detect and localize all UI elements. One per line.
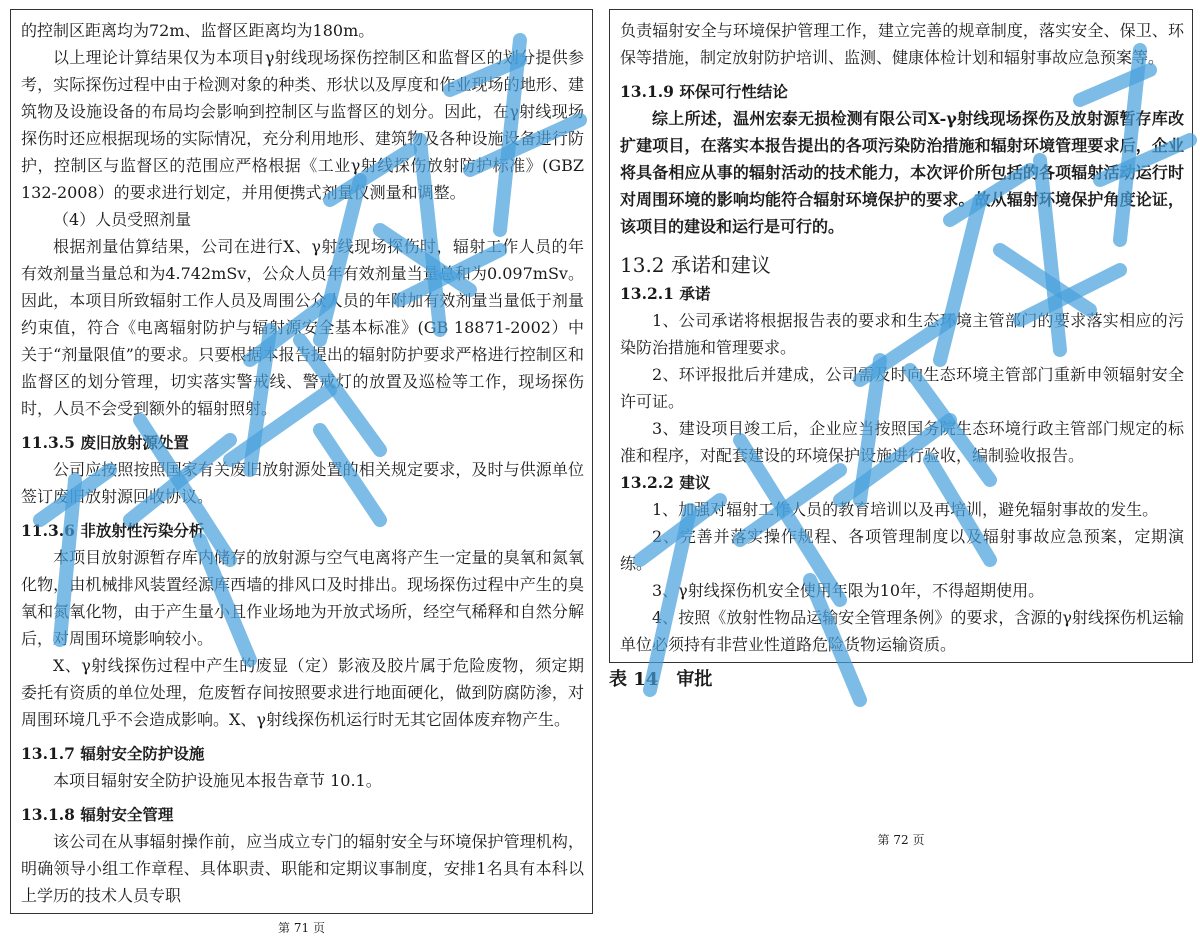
- commitment-item: 1、公司承诺将根据报告表的要求和生态环境主管部门的要求落实相应的污染防治措施和管理要求。: [620, 311, 1184, 357]
- page-71: [10, 9, 593, 936]
- heading-13-1-7: 13.1.7 辐射安全防护设施: [21, 744, 205, 763]
- heading-13-2-2: 13.2.2 建议: [620, 473, 711, 492]
- paragraph: 公司应按照按照国家有关废旧放射源处置的相关规定要求，及时与供源单位签订废旧放射源回收协议。: [21, 460, 584, 506]
- heading-11-3-5: 11.3.5 废旧放射源处置: [21, 433, 189, 452]
- commitment-item: 2、环评报批后并建成，公司需及时向生态环境主管部门重新申领辐射安全许可证。: [620, 365, 1184, 411]
- suggestion-item: 1、加强对辐射工作人员的教育培训以及再培训，避免辐射事故的发生。: [652, 500, 1159, 519]
- suggestion-item: 3、γ射线探伤机安全使用年限为10年，不得超期使用。: [652, 581, 1045, 600]
- paragraph: 负责辐射安全与环境保护管理工作，建立完善的规章制度，落实安全、保卫、环保等措施，制定放射防护培训、监测、健康体检计划和辐射事故应急预案等。: [620, 21, 1184, 67]
- page-71-content-box: [10, 9, 593, 914]
- page-number-71: 第 71 页: [278, 921, 325, 935]
- paragraph: 本项目放射源暂存库内储存的放射源与空气电离将产生一定量的臭氧和氮氧化物，由机械排风装置经源库西墙的排风口及时排出。现场探伤过程中产生的臭氧和氮氧化物，由于产生量小且作业场地为开放式场所，经空气稀释和自然分解后，对周围环境影响较小。: [21, 548, 584, 648]
- heading-13-1-8: 13.1.8 辐射安全管理: [21, 805, 174, 824]
- subheading-personnel-dose: （4）人员受照剂量: [53, 210, 192, 229]
- heading-11-3-6: 11.3.6 非放射性污染分析: [21, 521, 205, 540]
- paragraph: X、γ射线探伤过程中产生的废显（定）影液及胶片属于危险废物，须定期委托有资质的单位处理，危废暂存间按照要求进行地面硬化，做到防腐防渗，对周围环境几乎不会造成影响。X、γ射线探伤机运行时无其它固体废弃物产生。: [21, 656, 584, 729]
- paragraph: 的控制区距离均为72m、监督区距离均为180m。: [21, 21, 375, 40]
- page-number-72: 第 72 页: [877, 833, 925, 847]
- heading-13-2-1: 13.2.1 承诺: [620, 284, 711, 303]
- page-72: [609, 9, 1193, 847]
- paragraph: 该公司在从事辐射操作前，应当成立专门的辐射安全与环境保护管理机构，明确领导小组工作章程、具体职责、职能和定期议事制度，安排1名具有本科以上学历的技术人员专职: [21, 832, 584, 905]
- commitment-item: 3、建设项目竣工后，企业应当按照国务院生态环境行政主管部门规定的标准和程序，对配套建设的环境保护设施进行验收，编制验收报告。: [620, 419, 1184, 465]
- suggestion-item: 4、按照《放射性物品运输安全管理条例》的要求，含源的γ射线探伤机运输单位必须持有非营业性道路危险货物运输资质。: [620, 608, 1184, 654]
- suggestion-item: 2、完善并落实操作规程、各项管理制度以及辐射事故应急预案，定期演练。: [620, 527, 1184, 573]
- heading-13-2: 13.2 承诺和建议: [620, 253, 771, 277]
- heading-13-1-9: 13.1.9 环保可行性结论: [620, 82, 788, 101]
- conclusion-paragraph: 综上所述，温州宏泰无损检测有限公司X-γ射线现场探伤及放射源暂存库改扩建项目，在落实本报告提出的各项污染防治措施和辐射环境管理要求后，企业将具备相应从事的辐射活动的技术能力，本次评价所包括的各项辐射活动运行时对周围环境的影响均能符合辐射环境保护的要求。故从辐射环境保护角度论证，该项目的建设和运行是可行的。: [620, 109, 1184, 236]
- paragraph: 本项目辐射安全防护设施见本报告章节 10.1。: [53, 771, 382, 790]
- table-14-title: 表 14 审批: [609, 669, 713, 690]
- page-72-content-box: [609, 9, 1193, 663]
- paragraph: 根据剂量估算结果，公司在进行X、γ射线现场探伤时，辐射工作人员的年有效剂量当量总和为4.742mSv，公众人员年有效剂量当量总和为0.097mSv。因此，本项目所致辐射工作人员及周围公众人员的年附加有效剂量当量低于剂量约束值，符合《电离辐射防护与辐射源安全基本标准》(GB 18871-2002）中关于“剂量限值”的要求。只要根据本报告提出的辐射防护要求严格进行控制区和监督区的划分管理，切实落实警戒线、警戒灯的放置及巡检等工作，现场探伤时，人员不会受到额外的辐射照射。: [21, 237, 584, 418]
- paragraph: 以上理论计算结果仅为本项目γ射线现场探伤控制区和监督区的划分提供参考，实际探伤过程中由于检测对象的种类、形状以及厚度和作业现场的地形、建筑物及设施设备的布局均会影响到控制区与监督区的划分。因此，在γ射线现场探伤时还应根据现场的实际情况，充分利用地形、建筑物及各种设施设备进行防护，控制区与监督区的范围应严格根据《工业γ射线探伤放射防护标准》(GBZ 132-2008）的要求进行划定，并用便携式剂量仪测量和调整。: [21, 48, 584, 202]
